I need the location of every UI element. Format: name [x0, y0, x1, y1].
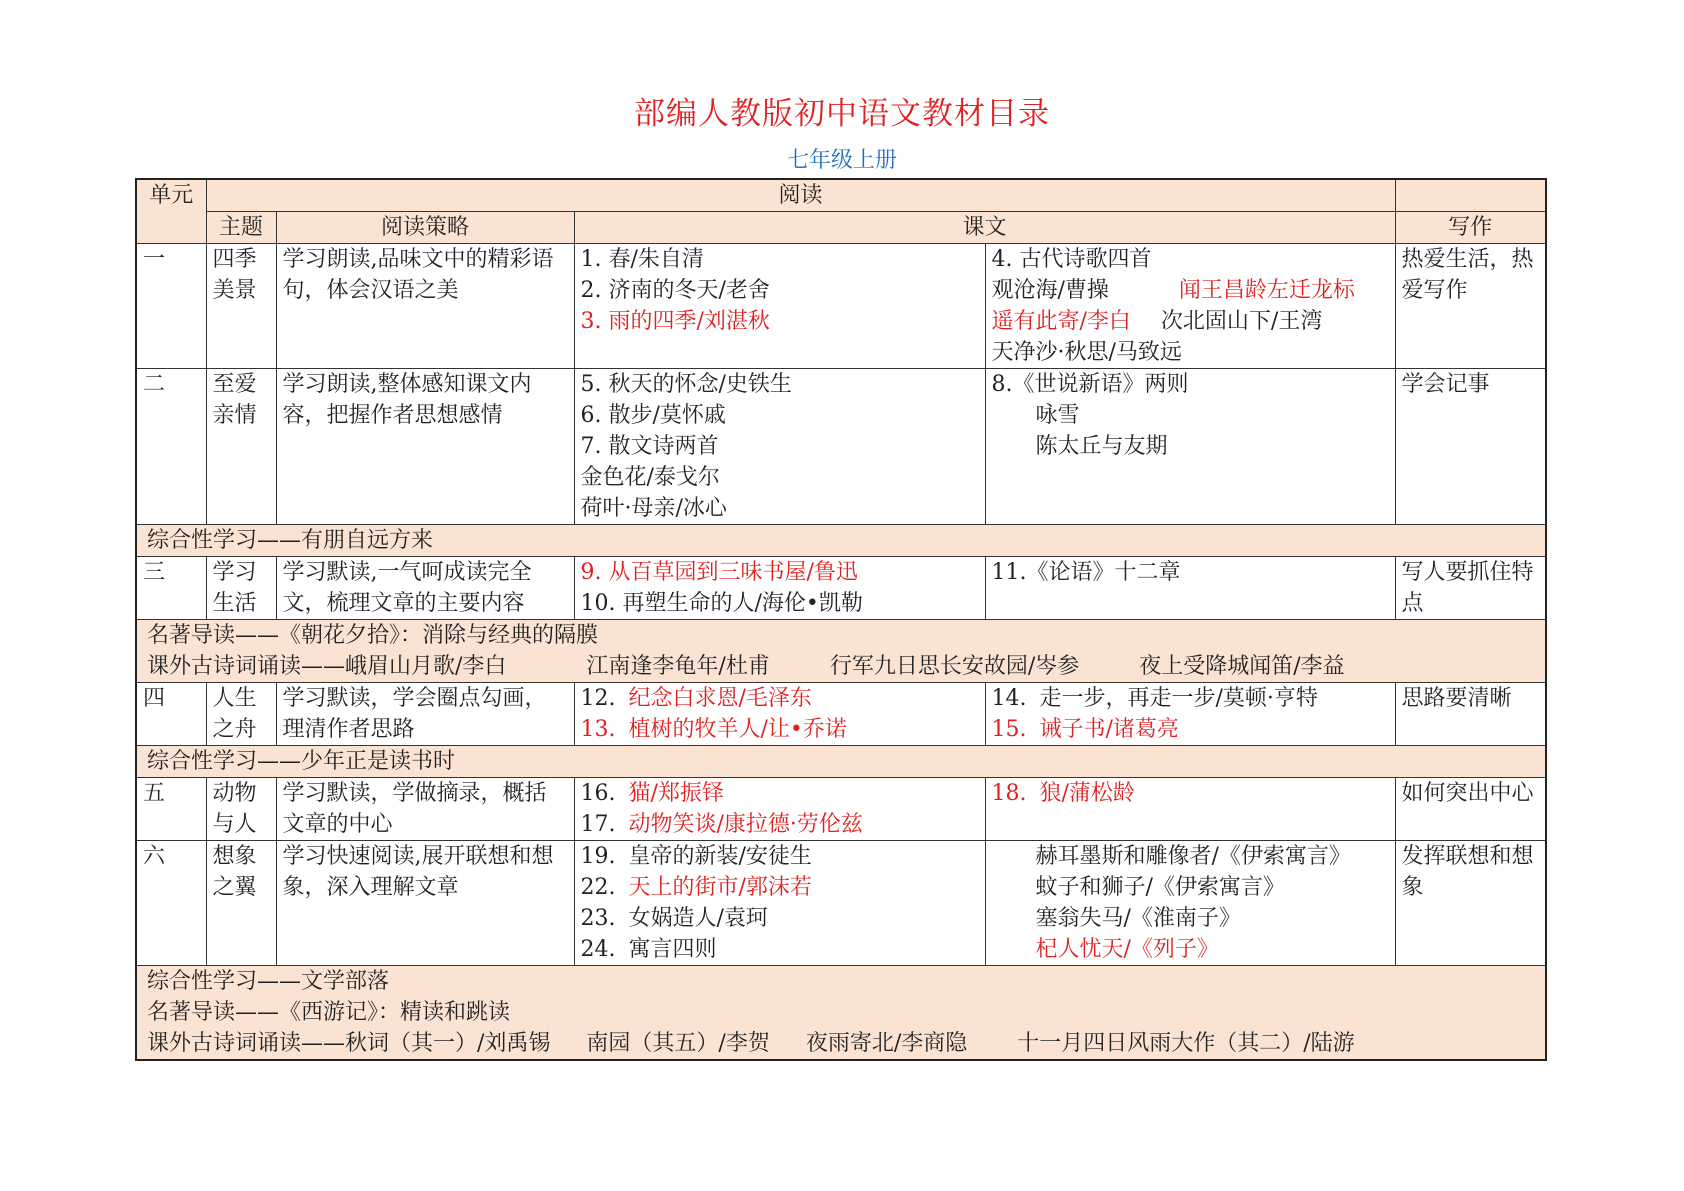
unit-texts-right: [985, 369, 1395, 525]
header-blank: [1395, 179, 1546, 212]
poem-line: [992, 306, 1389, 337]
unit-texts-left: [574, 244, 985, 369]
lesson-title: 纪念白求恩/毛泽东: [628, 686, 812, 711]
poem: 夜雨寄北/李商隐: [805, 1031, 968, 1056]
lesson-subitem: 杞人忧天/《列子》: [1035, 937, 1219, 962]
unit-number: 一: [136, 244, 206, 369]
unit-theme: 学习生活: [206, 557, 276, 620]
unit-texts-right: [985, 841, 1395, 966]
poem: 观沧海/曹操: [991, 278, 1109, 303]
band-line: [147, 1028, 1539, 1059]
lesson-item: [581, 841, 979, 872]
lesson-title: 女娲造人/袁珂: [628, 906, 768, 931]
band-text: [136, 966, 1546, 1061]
unit-writing: 热爱生活，热爱写作: [1395, 244, 1546, 369]
unit-strategy: 学习默读，学会圈点勾画，理清作者思路: [276, 683, 574, 746]
unit-writing: 思路要清晰: [1395, 683, 1546, 746]
lesson-number: 16.: [580, 781, 616, 806]
unit-texts-right: [985, 244, 1395, 369]
lesson-number: 17.: [580, 812, 616, 837]
band-text: [136, 620, 1546, 683]
unit-number: 三: [136, 557, 206, 620]
page-subtitle: 七年级上册: [786, 148, 897, 173]
band-line: 名著导读——《朝花夕拾》：消除与经典的隔膜: [147, 623, 599, 648]
lesson-title: 狼/蒲松龄: [1039, 781, 1135, 806]
lesson-subitem: 蚊子和狮子/《伊索寓言》: [1035, 875, 1285, 900]
band-row: [136, 525, 1546, 557]
unit-theme: 想象之翼: [206, 841, 276, 966]
lesson-item: [581, 778, 979, 809]
unit-strategy: 学习朗读,品味文中的精彩语句，体会汉语之美: [276, 244, 574, 369]
unit-writing: 学会记事: [1395, 369, 1546, 525]
unit-texts-right: [985, 557, 1395, 620]
poem: 课外古诗词诵读——峨眉山月歌/李白: [147, 654, 507, 679]
band-row: [136, 966, 1546, 1061]
unit-theme: 四季美景: [206, 244, 276, 369]
band-row: [136, 620, 1546, 683]
unit-writing: 写人要抓住特点: [1395, 557, 1546, 620]
unit-row: [136, 683, 1546, 746]
header-texts: 课文: [574, 212, 1395, 244]
lesson-item: 6. 散步/莫怀戚: [580, 403, 726, 428]
lesson-number: 22.: [580, 875, 616, 900]
poem: 行军九日思长安故园/岑参: [829, 654, 1080, 679]
header-unit: 单元: [136, 179, 206, 244]
lesson-item: [581, 872, 979, 903]
poem-line: [992, 275, 1389, 306]
poem-line: [992, 337, 1389, 368]
lesson-item: [581, 714, 979, 745]
unit-theme: 动物与人: [206, 778, 276, 841]
poem: 次北固山下/王湾: [1160, 309, 1323, 334]
lesson-item: 8.《世说新语》两则: [991, 372, 1189, 397]
lesson-item: 1. 春/朱自清: [580, 247, 704, 272]
poem: 遥有此寄/李白: [991, 309, 1131, 334]
band-text: 综合性学习——有朋自远方来: [136, 525, 1546, 557]
poem: 南园（其五）/李贺: [586, 1031, 770, 1056]
unit-row: [136, 369, 1546, 525]
lesson-item: 5. 秋天的怀念/史铁生: [580, 372, 792, 397]
unit-strategy: 学习默读，学做摘录，概括文章的中心: [276, 778, 574, 841]
header-writing: 写作: [1395, 212, 1546, 244]
page-title: 部编人教版初中语文教材目录: [634, 96, 1050, 132]
unit-number: 二: [136, 369, 206, 525]
lesson-item: [581, 934, 979, 965]
band-row: [136, 746, 1546, 778]
lesson-title: 天上的街市/郭沫若: [628, 875, 812, 900]
unit-row: [136, 778, 1546, 841]
lesson-subitem: 赫耳墨斯和雕像者/《伊索寓言》: [1035, 844, 1351, 869]
unit-row: [136, 244, 1546, 369]
lesson-item: [581, 903, 979, 934]
header-row-2: [136, 212, 1546, 244]
lesson-item: [581, 809, 979, 840]
band-line: [147, 651, 1539, 682]
lesson-item: 7. 散文诗两首: [580, 434, 719, 459]
lesson-item: [992, 778, 1389, 809]
lesson-item: 9. 从百草园到三味书屋/鲁迅: [580, 560, 858, 585]
lesson-number: 19.: [580, 844, 616, 869]
lesson-number: 14.: [991, 686, 1027, 711]
unit-theme: 人生之舟: [206, 683, 276, 746]
lesson-subitem: 塞翁失马/《淮南子》: [1035, 906, 1241, 931]
lesson-number: 18.: [991, 781, 1027, 806]
unit-row: [136, 557, 1546, 620]
poem: 天净沙·秋思/马致远: [991, 340, 1182, 365]
unit-strategy: 学习快速阅读,展开联想和想象，深入理解文章: [276, 841, 574, 966]
unit-row: [136, 841, 1546, 966]
lesson-number: 12.: [580, 686, 616, 711]
unit-texts-left: [574, 557, 985, 620]
lesson-item: [992, 683, 1389, 714]
unit-strategy: 学习默读,一气呵成读完全文，梳理文章的主要内容: [276, 557, 574, 620]
lesson-title: 寓言四则: [628, 937, 717, 962]
header-reading: 阅读: [206, 179, 1395, 212]
poem: 夜上受降城闻笛/李益: [1139, 654, 1345, 679]
header-row-1: [136, 179, 1546, 212]
unit-number: 六: [136, 841, 206, 966]
lesson-title: 诫子书/诸葛亮: [1039, 717, 1179, 742]
band-line: 综合性学习——文学部落: [147, 969, 390, 994]
band-line: 名著导读——《西游记》：精读和跳读: [147, 1000, 511, 1025]
unit-texts-left: [574, 683, 985, 746]
poem: 十一月四日风雨大作（其二）/陆游: [1017, 1031, 1355, 1056]
lesson-title: 走一步，再走一步/莫顿·亨特: [1039, 686, 1318, 711]
lesson-subitem: 陈太丘与友期: [1035, 434, 1168, 459]
band-text: 综合性学习——少年正是读书时: [136, 746, 1546, 778]
unit-texts-left: [574, 778, 985, 841]
lesson-item: 金色花/泰戈尔: [580, 465, 720, 490]
lesson-item: 荷叶·母亲/冰心: [580, 496, 727, 521]
lesson-item: 4. 古代诗歌四首: [991, 247, 1152, 272]
unit-writing: 发挥联想和想象: [1395, 841, 1546, 966]
unit-number: 四: [136, 683, 206, 746]
unit-strategy: 学习朗读,整体感知课文内容，把握作者思想感情: [276, 369, 574, 525]
lesson-title: 皇帝的新装/安徒生: [628, 844, 812, 869]
lesson-item: [581, 683, 979, 714]
lesson-item: 3. 雨的四季/刘湛秋: [580, 309, 770, 334]
unit-number: 五: [136, 778, 206, 841]
curriculum-table: [135, 178, 1547, 1061]
lesson-item: 2. 济南的冬天/老舍: [580, 278, 770, 303]
lesson-number: 24.: [580, 937, 616, 962]
lesson-number: 15.: [991, 717, 1027, 742]
header-strategy: 阅读策略: [276, 212, 574, 244]
lesson-item: [992, 714, 1389, 745]
unit-texts-left: [574, 841, 985, 966]
lesson-item: 10. 再塑生命的人/海伦•凯勒: [580, 591, 863, 616]
unit-writing: 如何突出中心: [1395, 778, 1546, 841]
header-theme: 主题: [206, 212, 276, 244]
unit-theme: 至爱亲情: [206, 369, 276, 525]
lesson-number: 23.: [580, 906, 616, 931]
poem: 江南逢李龟年/杜甫: [586, 654, 770, 679]
poem: 闻王昌龄左迁龙标: [1178, 278, 1355, 303]
unit-texts-right: [985, 683, 1395, 746]
lesson-title: 动物笑谈/康拉德·劳伦兹: [628, 812, 863, 837]
lesson-title: 猫/郑振铎: [628, 781, 724, 806]
poem: 课外古诗词诵读——秋词（其一）/刘禹锡: [147, 1031, 551, 1056]
unit-texts-left: [574, 369, 985, 525]
lesson-item: 11.《论语》十二章: [991, 560, 1181, 585]
unit-texts-right: [985, 778, 1395, 841]
lesson-subitem: 咏雪: [1035, 403, 1080, 428]
lesson-title: 植树的牧羊人/让•乔诺: [628, 717, 847, 742]
lesson-number: 13.: [580, 717, 616, 742]
